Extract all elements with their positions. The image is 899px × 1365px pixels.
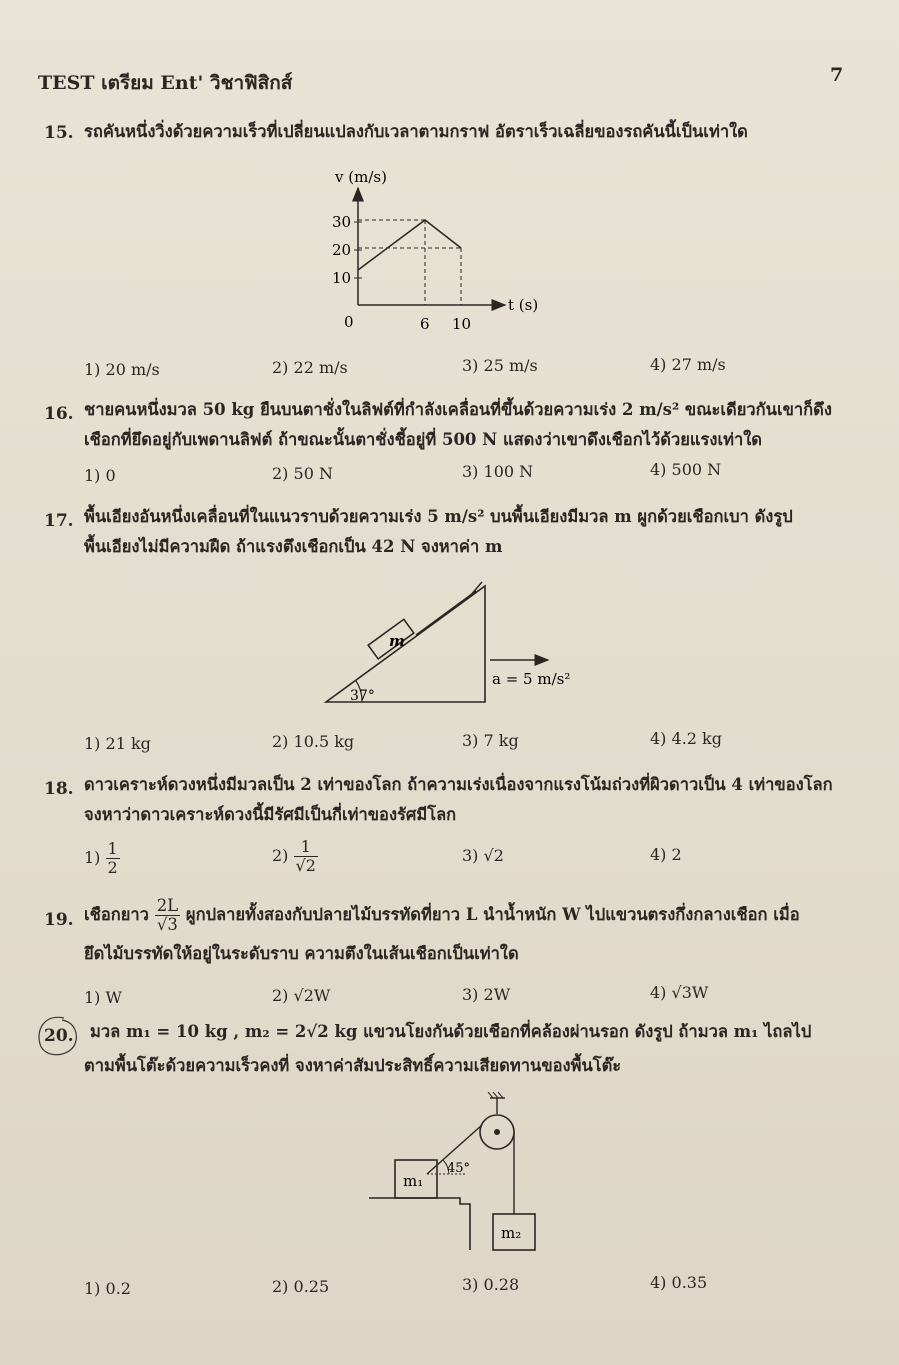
option-1: 1) $\frac{1}{2}$ [84,839,118,877]
option-2: 2) 50 N [272,464,333,483]
question-number: 19. [44,910,74,930]
question-number: 18. [44,779,74,799]
option-1: 1) 0.2 [84,1279,131,1298]
page-header-title: TEST เตรียม Ent' วิชาฟิสิกส์ [38,72,293,94]
question-number: 15. [44,123,74,143]
option-4: 4) 4.2 kg [650,729,722,748]
y-tick-label: 10 [332,269,352,287]
velocity-time-graph [320,160,550,335]
x-tick-label: 6 [420,315,430,333]
question-text-line1: ดาวเคราะห์ดวงหนึ่งมีมวลเป็น 2 เท่าของโลก ถ้าความเร่งเนื่องจากแรงโน้มถ่วงที่ผิวดาวเป็น 4 เท่าของโลก [84,775,833,794]
option-2: 2) $\frac{1}{√2}$ [272,837,316,875]
fraction: $\frac{1}{√2}$ [295,837,316,875]
option-1: 1) 21 kg [84,734,151,753]
option-4: 4) 2 [650,845,682,864]
page-number: 7 [830,64,844,86]
option-1: 1) W [84,988,122,1007]
question-number: 16. [44,404,74,424]
question-number: 17. [44,511,74,531]
option-2: 2) √2W [272,986,331,1005]
question-text-line1: ชายคนหนึ่งมวล 50 kg ยืนบนตาชั่งในลิฟต์ที่กำลังเคลื่อนที่ขึ้นด้วยความเร่ง 2 m/s² ขณะเดียวกันเขาก็ดึง [84,400,832,419]
angle-label: 45° [447,1161,471,1176]
y-tick-label: 30 [332,213,352,231]
question-text-line1: มวล m₁ = 10 kg , m₂ = 2√2 kg แขวนโยงกันด้วยเชือกที่คล้องผ่านรอก ดังรูป ถ้ามวล m₁ ไถลไป [90,1022,812,1041]
option-3: 3) 7 kg [462,731,519,750]
option-2: 2) 0.25 [272,1277,330,1296]
option-3: 3) √2 [462,846,504,865]
rope-length-fraction: $\frac{2L}{√3}$ [156,896,179,934]
incline-figure [320,560,600,710]
option-1: 1) 0 [84,466,116,485]
option-3: 3) 2W [462,985,511,1004]
question-text-line1: เชือกยาว $\frac{2L}{√3}$ ผูกปลายทั้งสองกับปลายไม้บรรทัดที่ยาว L นำน้ำหนัก W ไปแขวนตรงกึ่งกลางเชือก เมื่อ [84,896,800,934]
y-tick-label: 20 [332,241,352,259]
pulley-axle [494,1129,500,1135]
option-1: 1) 20 m/s [84,360,160,379]
option-4: 4) 500 N [650,460,722,479]
question-text-line2: ตามพื้นโต๊ะด้วยความเร็วคงที่ จงหาค่าสัมประสิทธิ์ความเสียดทานของพื้นโต๊ะ [84,1056,622,1075]
question-text-line2: จงหาว่าดาวเคราะห์ดวงนี้มีรัศมีเป็นกี่เท่าของรัศมีโลก [84,805,457,824]
question-text: รถคันหนึ่งวิ่งด้วยความเร็วที่เปลี่ยนแปลงกับเวลาตามกราฟ อัตราเร็วเฉลี่ยของรถคันนี้เป็นเท่าใด [84,122,748,141]
question-text-line2: ยึดไม้บรรทัดให้อยู่ในระดับราบ ความตึงในเส้นเชือกเป็นเท่าใด [84,944,519,963]
option-2: 2) 22 m/s [272,358,348,377]
question-number: 20. [44,1026,74,1046]
pulley-figure [365,1092,565,1260]
mass-m1-label: m₁ [403,1172,424,1190]
option-4: 4) 0.35 [650,1273,708,1292]
fraction: $\frac{1}{2}$ [107,839,118,877]
option-4: 4) √3W [650,983,709,1002]
x-tick-label: 0 [344,313,354,331]
mass-label: m [389,632,405,650]
x-tick-label: 10 [452,315,472,333]
graph-x-label: t (s) [508,296,539,314]
question-text-line2: เชือกที่ยึดอยู่กับเพดานลิฟต์ ถ้าขณะนั้นตาชั่งชี้อยู่ที่ 500 N แสดงว่าเขาดึงเชือกไว้ด้วยแรงเท่าใด [84,430,762,449]
question-text-line2: พื้นเอียงไม่มีความฝืด ถ้าแรงตึงเชือกเป็น 42 N จงหาค่า m [84,537,503,556]
option-3: 3) 25 m/s [462,356,538,375]
option-3: 3) 100 N [462,462,534,481]
question-text-line1: พื้นเอียงอันหนึ่งเคลื่อนที่ในแนวราบด้วยความเร่ง 5 m/s² บนพื้นเอียงมีมวล m ผูกด้วยเชือกเบา ดังรูป [84,507,793,526]
option-2: 2) 10.5 kg [272,732,355,751]
option-3: 3) 0.28 [462,1275,520,1294]
graph-y-label: v (m/s) [335,168,387,186]
option-4: 4) 27 m/s [650,355,726,374]
rope [416,591,476,635]
angle-label: 37° [350,688,375,704]
mass-m2-label: m₂ [501,1224,522,1242]
velocity-line [358,220,461,270]
acceleration-label: a = 5 m/s² [492,670,571,688]
table [369,1198,470,1250]
incline-wedge [326,586,485,702]
